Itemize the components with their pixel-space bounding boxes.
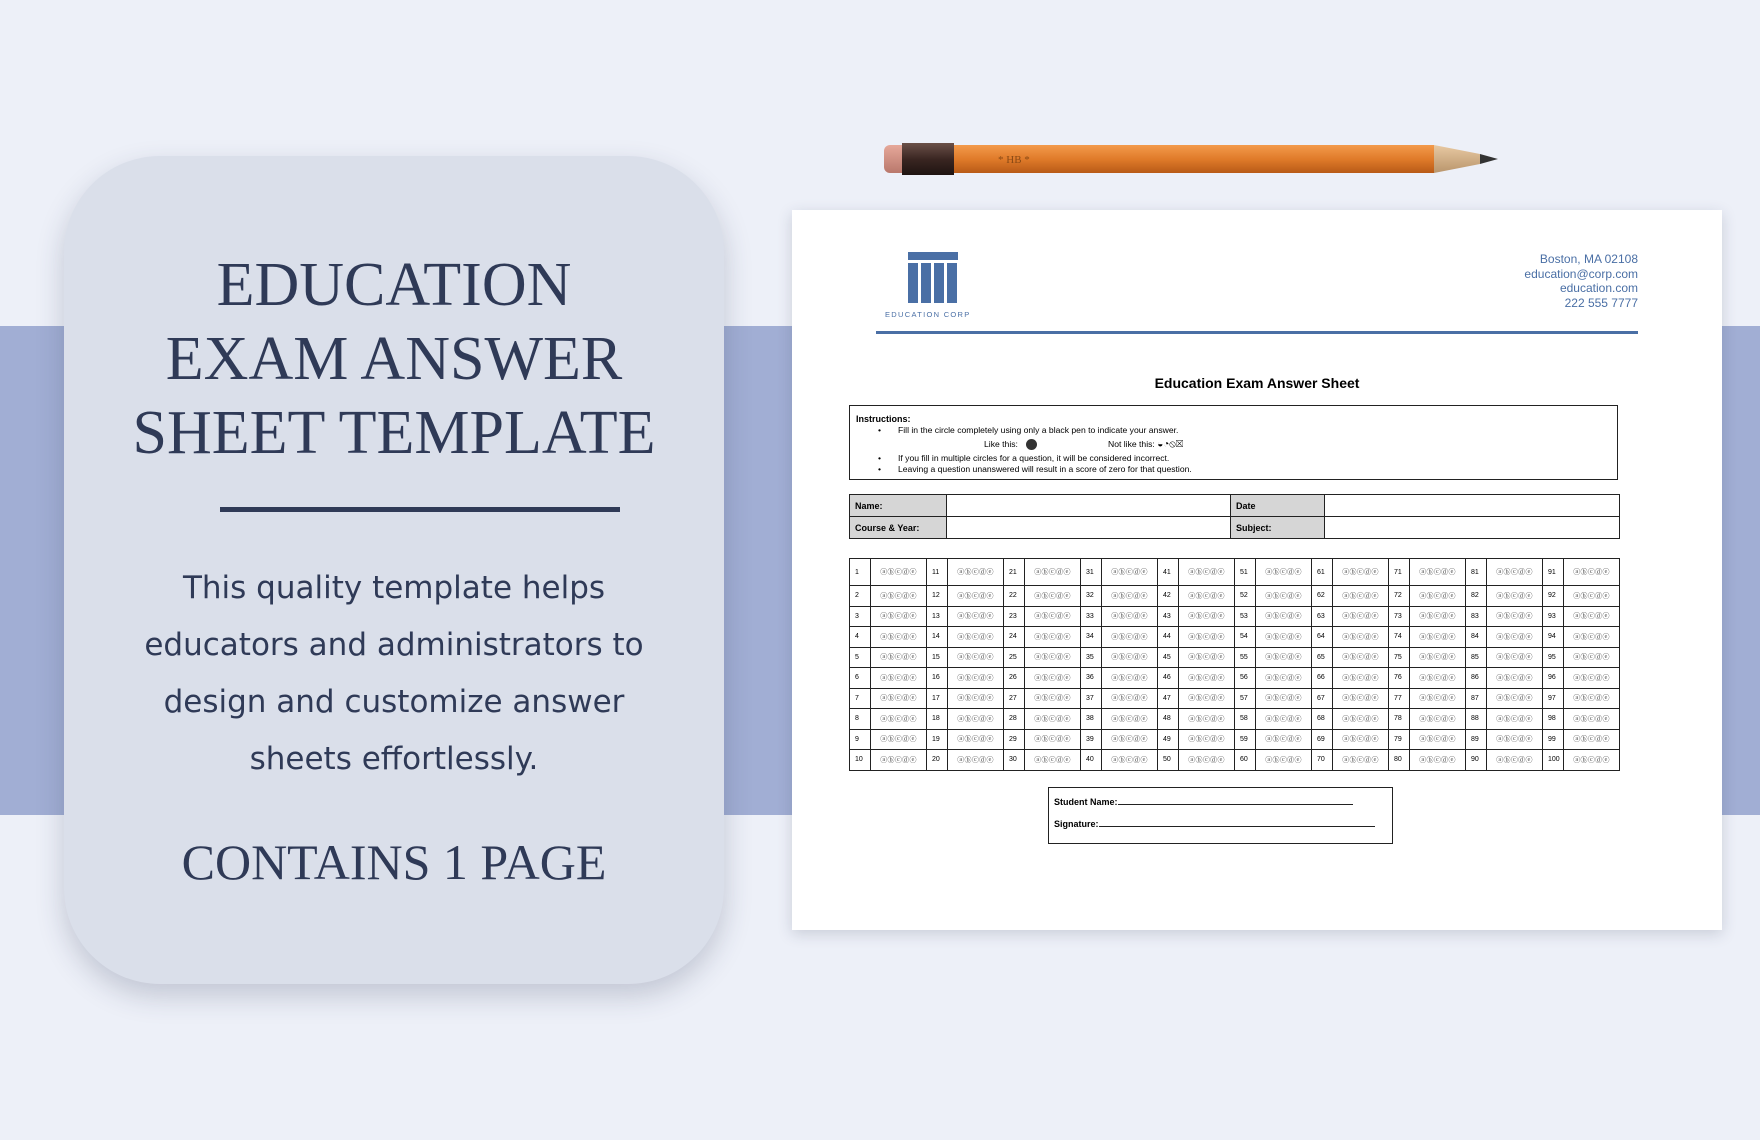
answer-bubbles[interactable]: ⓐⓑⓒⓓⓔ	[871, 559, 927, 586]
question-number: 67	[1312, 688, 1333, 709]
answer-bubbles[interactable]: ⓐⓑⓒⓓⓔ	[1025, 559, 1081, 586]
question-number: 80	[1389, 750, 1410, 771]
question-number: 73	[1389, 606, 1410, 627]
question-number: 58	[1235, 709, 1256, 730]
answer-sheet-page	[792, 210, 1722, 930]
question-number: 40	[1081, 750, 1102, 771]
pencil-image	[880, 138, 1640, 178]
answer-row	[850, 668, 1620, 689]
answer-bubbles[interactable]: ⓐⓑⓒⓓⓔ	[1025, 688, 1081, 709]
date-label: Date	[1231, 495, 1325, 517]
question-number: 21	[1004, 559, 1025, 586]
answer-bubbles[interactable]: ⓐⓑⓒⓓⓔ	[1333, 647, 1389, 668]
answer-bubbles[interactable]: ⓐⓑⓒⓓⓔ	[1256, 586, 1312, 607]
website-line: education.com	[1559, 281, 1638, 295]
question-number: 92	[1543, 586, 1564, 607]
question-number: 48	[1158, 709, 1179, 730]
question-number: 99	[1543, 729, 1564, 750]
signature-row	[1054, 818, 1375, 829]
question-number: 12	[927, 586, 948, 607]
question-number: 100	[1543, 750, 1564, 771]
question-number: 10	[850, 750, 871, 771]
question-number: 11	[927, 559, 948, 586]
header-divider	[876, 331, 1638, 334]
question-number: 77	[1389, 688, 1410, 709]
question-number: 13	[927, 606, 948, 627]
question-number: 75	[1389, 647, 1410, 668]
question-number: 85	[1466, 647, 1487, 668]
answer-bubbles[interactable]: ⓐⓑⓒⓓⓔ	[1410, 586, 1466, 607]
student-name-row	[1054, 796, 1353, 807]
answer-bubbles[interactable]: ⓐⓑⓒⓓⓔ	[1025, 668, 1081, 689]
answer-bubbles[interactable]: ⓐⓑⓒⓓⓔ	[1179, 647, 1235, 668]
answer-bubbles[interactable]: ⓐⓑⓒⓓⓔ	[1256, 750, 1312, 771]
answer-bubbles[interactable]: ⓐⓑⓒⓓⓔ	[1256, 729, 1312, 750]
answer-bubbles[interactable]: ⓐⓑⓒⓓⓔ	[1179, 729, 1235, 750]
answer-bubbles[interactable]: ⓐⓑⓒⓓⓔ	[1410, 647, 1466, 668]
answer-bubbles[interactable]: ⓐⓑⓒⓓⓔ	[1333, 688, 1389, 709]
question-number: 68	[1312, 709, 1333, 730]
question-number: 86	[1466, 668, 1487, 689]
answer-bubbles[interactable]: ⓐⓑⓒⓓⓔ	[948, 606, 1004, 627]
answer-row	[850, 688, 1620, 709]
question-number: 62	[1312, 586, 1333, 607]
question-number: 37	[1081, 688, 1102, 709]
card-description: This quality template helps educators and administrators to design and customize answer sheets effortlessly.	[144, 570, 644, 777]
question-number: 98	[1543, 709, 1564, 730]
answer-bubbles[interactable]: ⓐⓑⓒⓓⓔ	[948, 668, 1004, 689]
question-number: 23	[1004, 606, 1025, 627]
answer-bubbles[interactable]: ⓐⓑⓒⓓⓔ	[1025, 729, 1081, 750]
answer-row	[850, 606, 1620, 627]
question-number: 74	[1389, 627, 1410, 648]
signature-box	[1048, 787, 1393, 844]
answer-bubbles[interactable]: ⓐⓑⓒⓓⓔ	[1256, 606, 1312, 627]
question-number: 79	[1389, 729, 1410, 750]
question-number: 16	[927, 668, 948, 689]
date-field[interactable]	[1325, 495, 1620, 517]
answer-bubbles[interactable]: ⓐⓑⓒⓓⓔ	[1025, 647, 1081, 668]
question-number: 57	[1235, 688, 1256, 709]
question-number: 30	[1004, 750, 1025, 771]
sheet-title: Education Exam Answer Sheet	[1154, 375, 1360, 391]
course-year-label: Course & Year:	[850, 517, 947, 539]
answer-bubbles[interactable]: ⓐⓑⓒⓓⓔ	[1102, 688, 1158, 709]
answer-bubbles[interactable]: ⓐⓑⓒⓓⓔ	[1564, 750, 1620, 771]
question-number: 33	[1081, 606, 1102, 627]
answer-bubbles[interactable]: ⓐⓑⓒⓓⓔ	[871, 647, 927, 668]
answer-bubbles[interactable]: ⓐⓑⓒⓓⓔ	[871, 709, 927, 730]
pillar-logo-icon	[902, 250, 962, 306]
answer-bubbles[interactable]: ⓐⓑⓒⓓⓔ	[1487, 606, 1543, 627]
answer-bubbles[interactable]: ⓐⓑⓒⓓⓔ	[948, 647, 1004, 668]
question-number: 42	[1158, 586, 1179, 607]
answer-bubbles[interactable]: ⓐⓑⓒⓓⓔ	[1179, 750, 1235, 771]
question-number: 8	[850, 709, 871, 730]
answer-bubbles[interactable]: ⓐⓑⓒⓓⓔ	[1025, 709, 1081, 730]
question-number: 96	[1543, 668, 1564, 689]
question-number: 18	[927, 709, 948, 730]
answer-bubbles[interactable]: ⓐⓑⓒⓓⓔ	[1102, 559, 1158, 586]
question-number: 31	[1081, 559, 1102, 586]
answer-bubbles[interactable]: ⓐⓑⓒⓓⓔ	[1487, 750, 1543, 771]
answer-bubbles[interactable]: ⓐⓑⓒⓓⓔ	[1487, 668, 1543, 689]
answer-bubbles[interactable]: ⓐⓑⓒⓓⓔ	[1487, 709, 1543, 730]
answer-bubbles[interactable]: ⓐⓑⓒⓓⓔ	[1333, 750, 1389, 771]
question-number: 44	[1158, 627, 1179, 648]
answer-bubbles[interactable]: ⓐⓑⓒⓓⓔ	[1564, 729, 1620, 750]
question-number: 72	[1389, 586, 1410, 607]
answer-bubbles[interactable]: ⓐⓑⓒⓓⓔ	[1564, 606, 1620, 627]
question-number: 82	[1466, 586, 1487, 607]
question-number: 94	[1543, 627, 1564, 648]
answer-bubbles[interactable]: ⓐⓑⓒⓓⓔ	[948, 709, 1004, 730]
question-number: 51	[1235, 559, 1256, 586]
contact-block	[1524, 252, 1638, 310]
answer-bubbles[interactable]: ⓐⓑⓒⓓⓔ	[871, 627, 927, 648]
answer-bubbles[interactable]: ⓐⓑⓒⓓⓔ	[1025, 606, 1081, 627]
question-number: 70	[1312, 750, 1333, 771]
answer-bubbles[interactable]: ⓐⓑⓒⓓⓔ	[1025, 750, 1081, 771]
subject-field[interactable]	[1325, 517, 1620, 539]
answer-bubbles[interactable]: ⓐⓑⓒⓓⓔ	[948, 729, 1004, 750]
info-card	[64, 156, 724, 984]
student-name-line[interactable]	[1118, 796, 1353, 805]
question-number: 34	[1081, 627, 1102, 648]
question-number: 32	[1081, 586, 1102, 607]
question-number: 87	[1466, 688, 1487, 709]
instruction-item: • Leaving a question unanswered will result in a score of zero for that question.	[878, 464, 1192, 474]
answer-bubbles[interactable]: ⓐⓑⓒⓓⓔ	[1410, 668, 1466, 689]
question-number: 39	[1081, 729, 1102, 750]
question-number: 64	[1312, 627, 1333, 648]
answer-row	[850, 586, 1620, 607]
answer-bubbles[interactable]: ⓐⓑⓒⓓⓔ	[1410, 750, 1466, 771]
answer-bubbles[interactable]: ⓐⓑⓒⓓⓔ	[1179, 586, 1235, 607]
question-number: 88	[1466, 709, 1487, 730]
answer-bubbles[interactable]: ⓐⓑⓒⓓⓔ	[1102, 668, 1158, 689]
answer-bubbles[interactable]: ⓐⓑⓒⓓⓔ	[1256, 627, 1312, 648]
card-title-line: SHEET TEMPLATE	[132, 399, 656, 467]
answer-bubbles[interactable]: ⓐⓑⓒⓓⓔ	[1102, 750, 1158, 771]
instructions-heading: Instructions:	[856, 414, 911, 424]
question-number: 26	[1004, 668, 1025, 689]
answer-bubbles[interactable]: ⓐⓑⓒⓓⓔ	[1179, 606, 1235, 627]
answer-bubbles[interactable]: ⓐⓑⓒⓓⓔ	[1564, 709, 1620, 730]
not-like-this-label: Not like this:	[1108, 439, 1155, 449]
answer-row	[850, 750, 1620, 771]
question-number: 59	[1235, 729, 1256, 750]
instruction-text: Fill in the circle completely using only a black pen to indicate your answer.	[898, 425, 1179, 435]
question-number: 25	[1004, 647, 1025, 668]
question-number: 2	[850, 586, 871, 607]
answer-bubbles[interactable]: ⓐⓑⓒⓓⓔ	[871, 606, 927, 627]
question-number: 7	[850, 688, 871, 709]
question-number: 27	[1004, 688, 1025, 709]
answer-bubbles[interactable]: ⓐⓑⓒⓓⓔ	[1487, 647, 1543, 668]
answer-bubbles[interactable]: ⓐⓑⓒⓓⓔ	[1564, 688, 1620, 709]
question-number: 71	[1389, 559, 1410, 586]
answer-bubbles[interactable]: ⓐⓑⓒⓓⓔ	[1256, 559, 1312, 586]
question-number: 15	[927, 647, 948, 668]
question-number: 89	[1466, 729, 1487, 750]
answer-bubbles[interactable]: ⓐⓑⓒⓓⓔ	[948, 627, 1004, 648]
question-number: 19	[927, 729, 948, 750]
answer-bubbles[interactable]: ⓐⓑⓒⓓⓔ	[871, 688, 927, 709]
question-number: 83	[1466, 606, 1487, 627]
question-number: 78	[1389, 709, 1410, 730]
course-year-field[interactable]	[947, 517, 1231, 539]
card-divider	[220, 507, 620, 512]
answer-bubbles[interactable]: ⓐⓑⓒⓓⓔ	[871, 668, 927, 689]
incorrect-example	[1108, 439, 1183, 450]
answer-grid	[849, 558, 1620, 771]
answer-bubbles[interactable]: ⓐⓑⓒⓓⓔ	[1564, 627, 1620, 648]
answer-bubbles[interactable]: ⓐⓑⓒⓓⓔ	[1179, 688, 1235, 709]
instruction-text: If you fill in multiple circles for a question, it will be considered incorrect.	[898, 453, 1170, 463]
answer-bubbles[interactable]: ⓐⓑⓒⓓⓔ	[948, 586, 1004, 607]
question-number: 14	[927, 627, 948, 648]
question-number: 1	[850, 559, 871, 586]
answer-bubbles[interactable]: ⓐⓑⓒⓓⓔ	[948, 559, 1004, 586]
question-number: 6	[850, 668, 871, 689]
phone-line: 222 555 7777	[1564, 295, 1638, 310]
question-number: 4	[850, 627, 871, 648]
question-number: 5	[850, 647, 871, 668]
instruction-text: Leaving a question unanswered will result in a score of zero for that question.	[898, 464, 1192, 474]
question-number: 49	[1158, 729, 1179, 750]
answer-bubbles[interactable]: ⓐⓑⓒⓓⓔ	[1179, 668, 1235, 689]
question-number: 93	[1543, 606, 1564, 627]
question-number: 52	[1235, 586, 1256, 607]
answer-bubbles[interactable]: ⓐⓑⓒⓓⓔ	[1102, 647, 1158, 668]
answer-bubbles[interactable]: ⓐⓑⓒⓓⓔ	[1333, 606, 1389, 627]
question-number: 90	[1466, 750, 1487, 771]
question-number: 43	[1158, 606, 1179, 627]
question-number: 54	[1235, 627, 1256, 648]
question-number: 91	[1543, 559, 1564, 586]
answer-row	[850, 627, 1620, 648]
question-number: 45	[1158, 647, 1179, 668]
question-number: 60	[1235, 750, 1256, 771]
instruction-item: • Fill in the circle completely using only a black pen to indicate your answer.	[878, 425, 1179, 435]
answer-row	[850, 647, 1620, 668]
answer-row	[850, 559, 1620, 586]
answer-bubbles[interactable]: ⓐⓑⓒⓓⓔ	[1333, 627, 1389, 648]
address-line: Boston, MA 02108	[1539, 252, 1638, 266]
like-this-label: Like this:	[984, 439, 1018, 449]
question-number: 22	[1004, 586, 1025, 607]
logo-text: EDUCATION CORP	[885, 310, 971, 319]
answer-bubbles[interactable]: ⓐⓑⓒⓓⓔ	[1333, 668, 1389, 689]
question-number: 9	[850, 729, 871, 750]
name-field[interactable]	[947, 495, 1231, 517]
question-number: 84	[1466, 627, 1487, 648]
answer-bubbles[interactable]: ⓐⓑⓒⓓⓔ	[1102, 729, 1158, 750]
question-number: 95	[1543, 647, 1564, 668]
answer-bubbles[interactable]: ⓐⓑⓒⓓⓔ	[1256, 668, 1312, 689]
signature-line[interactable]	[1099, 818, 1375, 827]
answer-bubbles[interactable]: ⓐⓑⓒⓓⓔ	[1333, 709, 1389, 730]
card-title	[64, 248, 724, 470]
question-number: 65	[1312, 647, 1333, 668]
answer-bubbles[interactable]: ⓐⓑⓒⓓⓔ	[1410, 709, 1466, 730]
answer-bubbles[interactable]: ⓐⓑⓒⓓⓔ	[948, 688, 1004, 709]
answer-bubbles[interactable]: ⓐⓑⓒⓓⓔ	[1025, 586, 1081, 607]
question-number: 63	[1312, 606, 1333, 627]
answer-bubbles[interactable]: ⓐⓑⓒⓓⓔ	[948, 750, 1004, 771]
question-number: 50	[1158, 750, 1179, 771]
question-number: 46	[1158, 668, 1179, 689]
answer-bubbles[interactable]: ⓐⓑⓒⓓⓔ	[1487, 688, 1543, 709]
answer-bubbles[interactable]: ⓐⓑⓒⓓⓔ	[1256, 647, 1312, 668]
answer-bubbles[interactable]: ⓐⓑⓒⓓⓔ	[1564, 559, 1620, 586]
answer-bubbles[interactable]: ⓐⓑⓒⓓⓔ	[1487, 729, 1543, 750]
answer-bubbles[interactable]: ⓐⓑⓒⓓⓔ	[1102, 586, 1158, 607]
question-number: 38	[1081, 709, 1102, 730]
answer-bubbles[interactable]: ⓐⓑⓒⓓⓔ	[1025, 627, 1081, 648]
question-number: 24	[1004, 627, 1025, 648]
answer-bubbles[interactable]: ⓐⓑⓒⓓⓔ	[871, 729, 927, 750]
card-title-line: EDUCATION	[216, 251, 572, 319]
student-info-table	[849, 494, 1620, 539]
page-count: CONTAINS 1 PAGE	[181, 834, 607, 890]
question-number: 55	[1235, 647, 1256, 668]
answer-bubbles[interactable]: ⓐⓑⓒⓓⓔ	[1102, 709, 1158, 730]
question-number: 35	[1081, 647, 1102, 668]
answer-bubbles[interactable]: ⓐⓑⓒⓓⓔ	[1487, 586, 1543, 607]
question-number: 29	[1004, 729, 1025, 750]
answer-bubbles[interactable]: ⓐⓑⓒⓓⓔ	[1179, 627, 1235, 648]
answer-bubbles[interactable]: ⓐⓑⓒⓓⓔ	[1102, 627, 1158, 648]
question-number: 97	[1543, 688, 1564, 709]
answer-bubbles[interactable]: ⓐⓑⓒⓓⓔ	[871, 750, 927, 771]
question-number: 41	[1158, 559, 1179, 586]
question-number: 20	[927, 750, 948, 771]
answer-bubbles[interactable]: ⓐⓑⓒⓓⓔ	[1564, 668, 1620, 689]
name-label: Name:	[850, 495, 947, 517]
answer-bubbles[interactable]: ⓐⓑⓒⓓⓔ	[1410, 559, 1466, 586]
correct-example	[984, 439, 1037, 450]
answer-bubbles[interactable]: ⓐⓑⓒⓓⓔ	[1333, 729, 1389, 750]
answer-bubbles[interactable]: ⓐⓑⓒⓓⓔ	[1333, 586, 1389, 607]
question-number: 69	[1312, 729, 1333, 750]
question-number: 17	[927, 688, 948, 709]
answer-bubbles[interactable]: ⓐⓑⓒⓓⓔ	[1410, 627, 1466, 648]
instructions-box	[849, 405, 1618, 480]
answer-bubbles[interactable]: ⓐⓑⓒⓓⓔ	[1256, 709, 1312, 730]
answer-bubbles[interactable]: ⓐⓑⓒⓓⓔ	[1410, 729, 1466, 750]
incorrect-marks-icon: ◒◔⦸☒	[1157, 439, 1184, 451]
answer-bubbles[interactable]: ⓐⓑⓒⓓⓔ	[1410, 688, 1466, 709]
answer-bubbles[interactable]: ⓐⓑⓒⓓⓔ	[1564, 586, 1620, 607]
answer-row	[850, 729, 1620, 750]
question-number: 61	[1312, 559, 1333, 586]
subject-label: Subject:	[1231, 517, 1325, 539]
answer-bubbles[interactable]: ⓐⓑⓒⓓⓔ	[1179, 559, 1235, 586]
question-number: 28	[1004, 709, 1025, 730]
instruction-item: • If you fill in multiple circles for a question, it will be considered incorrect.	[878, 453, 1170, 463]
answer-bubbles[interactable]: ⓐⓑⓒⓓⓔ	[1487, 627, 1543, 648]
answer-bubbles[interactable]: ⓐⓑⓒⓓⓔ	[1487, 559, 1543, 586]
student-name-label: Student Name:	[1054, 797, 1118, 807]
answer-bubbles[interactable]: ⓐⓑⓒⓓⓔ	[1256, 688, 1312, 709]
email-line: education@corp.com	[1524, 266, 1638, 281]
question-number: 81	[1466, 559, 1487, 586]
card-title-line: EXAM ANSWER	[165, 325, 623, 393]
answer-row	[850, 709, 1620, 730]
answer-bubbles[interactable]: ⓐⓑⓒⓓⓔ	[1410, 606, 1466, 627]
question-number: 66	[1312, 668, 1333, 689]
question-number: 47	[1158, 688, 1179, 709]
pencil-grade-mark: * HB *	[998, 154, 1030, 166]
question-number: 3	[850, 606, 871, 627]
question-number: 56	[1235, 668, 1256, 689]
answer-bubbles[interactable]: ⓐⓑⓒⓓⓔ	[1333, 559, 1389, 586]
signature-label: Signature:	[1054, 819, 1099, 829]
filled-circle-icon	[1026, 439, 1037, 450]
answer-bubbles[interactable]: ⓐⓑⓒⓓⓔ	[1179, 709, 1235, 730]
answer-bubbles[interactable]: ⓐⓑⓒⓓⓔ	[1564, 647, 1620, 668]
question-number: 76	[1389, 668, 1410, 689]
answer-bubbles[interactable]: ⓐⓑⓒⓓⓔ	[871, 586, 927, 607]
answer-bubbles[interactable]: ⓐⓑⓒⓓⓔ	[1102, 606, 1158, 627]
question-number: 53	[1235, 606, 1256, 627]
question-number: 36	[1081, 668, 1102, 689]
